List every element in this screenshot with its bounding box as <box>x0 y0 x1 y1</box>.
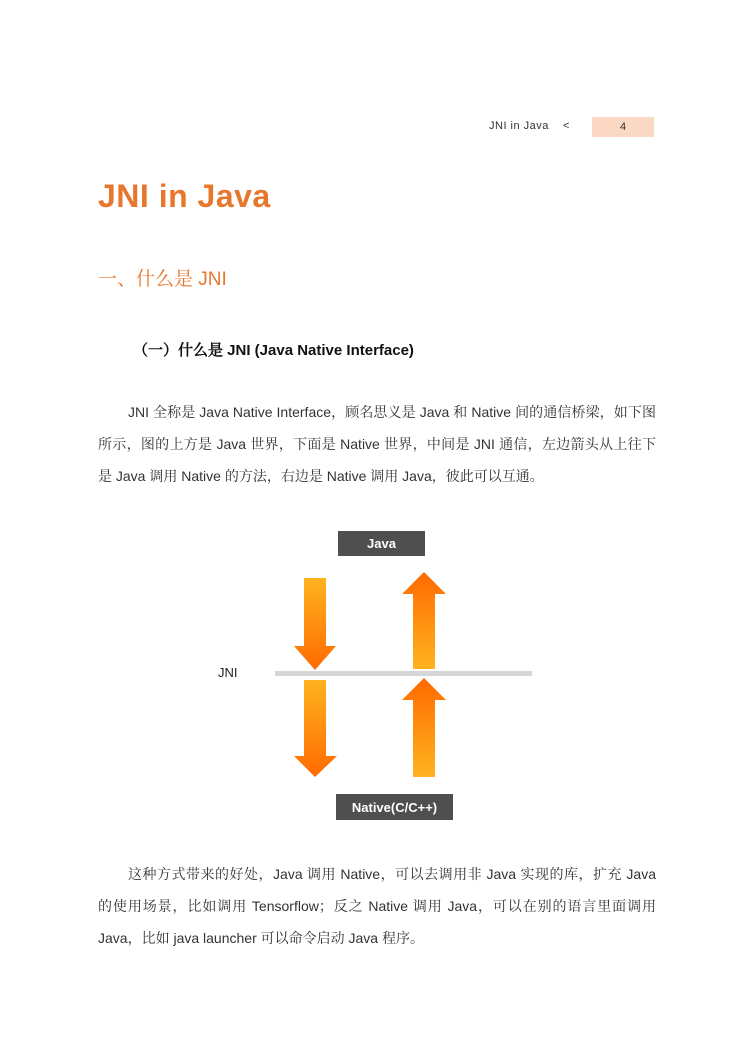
page-number: 4 <box>619 121 627 133</box>
jni-divider-bar <box>275 671 532 676</box>
running-header-title: JNI in Java <box>489 120 549 132</box>
section-heading: 一、什么是 JNI <box>98 269 227 290</box>
java-box <box>338 531 425 556</box>
native-box-label: Native(C/C++) <box>351 799 438 815</box>
arrow-up-lower <box>402 678 446 777</box>
subsection-heading: （一）什么是 JNI (Java Native Interface) <box>133 342 414 359</box>
arrow-down-lower <box>294 680 337 777</box>
jni-label: JNI <box>218 665 238 680</box>
page-title: JNI in Java <box>98 178 271 214</box>
arrow-up-upper <box>402 572 446 669</box>
page-number-badge <box>592 117 654 137</box>
header-separator: < <box>563 120 570 132</box>
native-box <box>336 794 453 820</box>
paragraph-intro: JNI 全称是 Java Native Interface，顾名思义是 Java 和 Native 间的通信桥梁，如下图所示，图的上方是 Java 世界，下面是 Native 世界，中间是 JNI 通信，左边箭头从上往下是 Java 调用 Native 的方法，右边是 Native 调用 Java，彼此可以互通。 <box>98 404 656 484</box>
java-box-label: Java <box>367 536 396 551</box>
arrow-down-upper <box>294 578 336 670</box>
paragraph-benefits: 这种方式带来的好处，Java 调用 Native，可以去调用非 Java 实现的库，扩充 Java 的使用场景，比如调用 Tensorflow；反之 Native 调用 Java，可以在别的语言里面调用 Java，比如 java launcher 可以命令启动 Java 程序。 <box>98 866 656 946</box>
